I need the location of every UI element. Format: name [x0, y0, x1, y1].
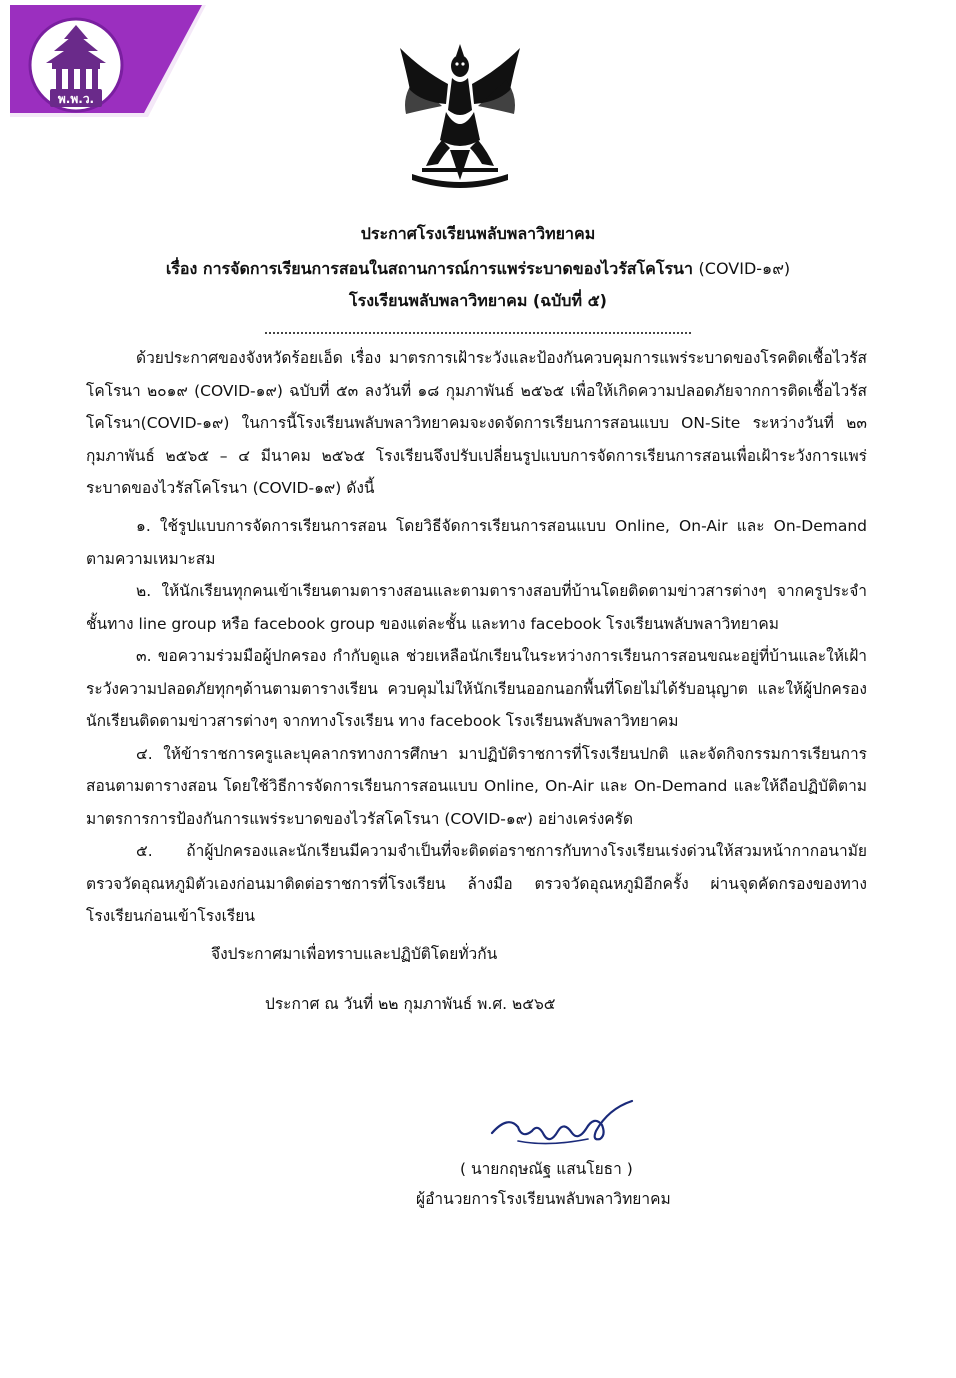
list-item: ๕. ถ้าผู้ปกครองและนักเรียนมีความจำเป็นที่จะติดต่อราชการกับทางโรงเรียนเร่งด่วนให้สวมหน้ากากอนามัย ตรวจวัดอุณหภูมิตัวเองก่อนมาติดต่อราชการที่โรงเรียน ล้างมือ ตรวจวัดอุณหภูมิอีกครั้ง ผ่านจุดคัดกรองของทางโรงเรียนก่อนเข้าโรงเรียน	[86, 842, 867, 925]
list-item: ๒. ให้นักเรียนทุกคนเข้าเรียนตามตารางสอนและตามตารางสอบที่บ้านโดยติดตามข่าวสารต่างๆ จากครูประจำชั้นทาง line group หรือ facebook group ของแต่ละชั้น และทาง facebook โรงเรียนพลับพลาวิทยาคม	[86, 582, 867, 633]
subject-code: (COVID-๑๙)	[698, 259, 791, 278]
measures-list	[86, 510, 867, 933]
school-logo	[10, 5, 206, 123]
signer-position: ผู้อำนวยการโรงเรียนพลับพลาวิทยาคม	[416, 1190, 671, 1208]
signer-name: ( นายกฤษณัฐ แสนโยธา )	[460, 1160, 633, 1178]
intro-paragraph	[86, 342, 867, 505]
list-item: ๔. ให้ข้าราชการครูและบุคลากรทางการศึกษา มาปฏิบัติราชการที่โรงเรียนปกติ และจัดกิจกรรมการเรียนการสอนตามตารางสอน โดยใช้วิธีการจัดการเรียนการสอนแบบ Online, On-Air และ On-Demand และให้ถือปฏิบัติตามมาตรการการป้องกันการแพร่ระบาดของไวรัสโคโรนา (COVID-๑๙) อย่างเคร่งครัด	[86, 744, 867, 828]
closing-statement: จึงประกาศมาเพื่อทราบและปฏิบัติโดยทั่วกัน	[211, 945, 498, 963]
garuda-emblem	[392, 40, 528, 198]
intro-text: ด้วยประกาศของจังหวัดร้อยเอ็ด เรื่อง มาตรการเฝ้าระวังและป้องกันควบคุมการแพร่ระบาดของโรคติดเชื้อไวรัสโคโรนา ๒๐๑๙ (COVID-๑๙) ฉบับที่ ๕๓ ลงวันที่ ๑๘ กุมภาพันธ์ ๒๕๖๕ เพื่อให้เกิดความปลอดภัยจากการติดเชื้อไวรัสโคโรนา(COVID-๑๙) ในการนี้โรงเรียนพลับพลาวิทยาคมจะงดจัดการเรียนการสอนแบบ ON-Site ระหว่างวันที่ ๒๓ กุมภาพันธ์ ๒๕๖๕ – ๔ มีนาคม ๒๕๖๕ โรงเรียนจึงปรับเปลี่ยนรูปแบบการจัดการเรียนการสอนเพื่อเฝ้าระวังการแพร่ระบาดของไวรัสโคโรนา (COVID-๑๙) ดังนี้	[86, 349, 867, 497]
announcement-subject	[0, 257, 956, 282]
announcement-title: ประกาศโรงเรียนพลับพลาวิทยาคม	[360, 224, 596, 243]
announcement-issuer: โรงเรียนพลับพลาวิทยาคม (ฉบับที่ ๕)	[349, 291, 607, 310]
logo-text: พ.พ.ว.	[57, 92, 95, 106]
subject-text: เรื่อง การจัดการเรียนการสอนในสถานการณ์การแพร่ระบาดของไวรัสโคโรนา	[165, 259, 693, 278]
list-item: ๑. ใช้รูปแบบการจัดการเรียนการสอน โดยวิธีจัดการเรียนการสอนแบบ Online, On-Air และ On-Demand ตามความเหมาะสม	[86, 517, 867, 568]
list-item: ๓. ขอความร่วมมือผู้ปกครอง กำกับดูแล ช่วยเหลือนักเรียนในระหว่างการเรียนการสอนขณะอยู่ที่บ้านและให้เฝ้าระวังความปลอดภัยทุกๆด้านตามตารางเรียน ควบคุมไม่ให้นักเรียนออกนอกพื้นที่โดยไม่ได้รับอนุญาต และให้ผู้ปกครองนักเรียนติดตามข่าวสารต่างๆ จากทางโรงเรียน ทาง facebook โรงเรียนพลับพลาวิทยาคม	[86, 647, 867, 730]
signature	[488, 1095, 638, 1155]
announcement-date: ประกาศ ณ วันที่ ๒๒ กุมภาพันธ์ พ.ศ. ๒๕๖๕	[265, 995, 556, 1013]
dotted-divider	[265, 332, 691, 334]
